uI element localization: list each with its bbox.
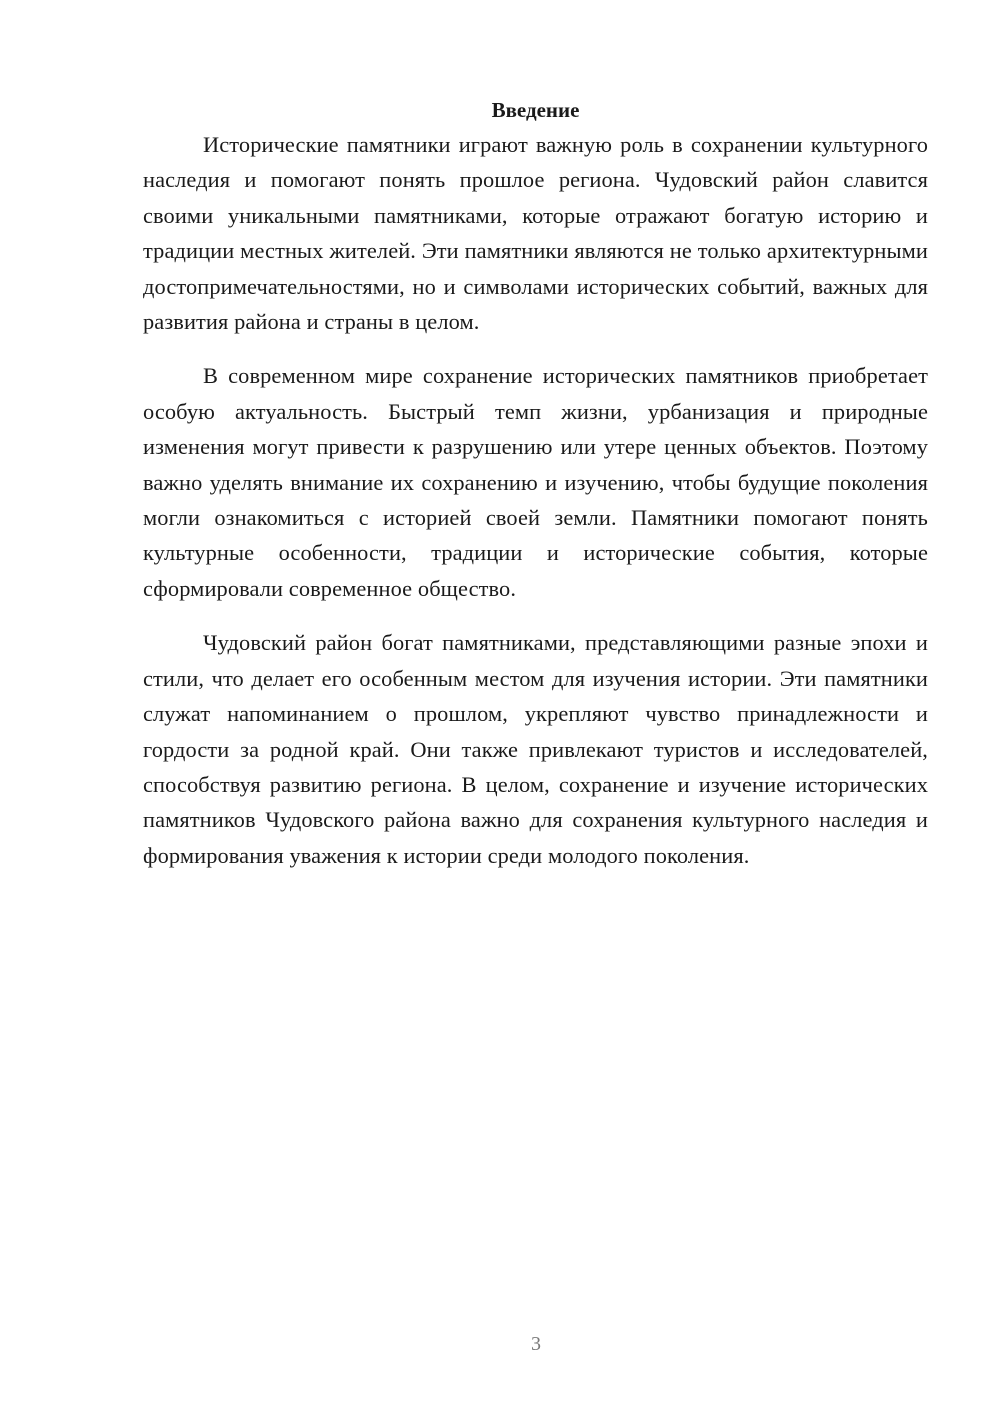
paragraph-relevance: В современном мире сохранение исторических памятников приобретает особую актуальность. Быстрый темп жизни, урбанизация и природные изменения могут привести к разрушению или утере ценных объектов. Поэтому важно уделять внимание их сохранению и изучению, чтобы будущие поколения могли ознакомиться с историей своей земли. Памятники помогают понять культурные особенности, традиции и исторические события, которые сформировали современное общество. (143, 363, 928, 601)
page-content (143, 94, 928, 892)
page-number: 3 (531, 1333, 541, 1355)
paragraph-intro: Исторические памятники играют важную роль в сохранении культурного наследия и помогают понять прошлое региона. Чудовский район славится своими уникальными памятниками, которые отражают богатую историю и традиции местных жителей. Эти памятники являются не только архитектурными достопримечательностями, но и символами исторических событий, важных для развития района и страны в целом. (143, 132, 928, 335)
paragraph-region: Чудовский район богат памятниками, представляющими разные эпохи и стили, что делает его особенным местом для изучения истории. Эти памятники служат напоминанием о прошлом, укрепляют чувство принадлежности и гордости за родной край. Они также привлекают туристов и исследователей, способствуя развитию региона. В целом, сохранение и изучение исторических памятников Чудовского района важно для сохранения культурного наследия и формирования уважения к истории среди молодого поколения. (143, 630, 928, 868)
section-title: Введение (491, 98, 580, 122)
